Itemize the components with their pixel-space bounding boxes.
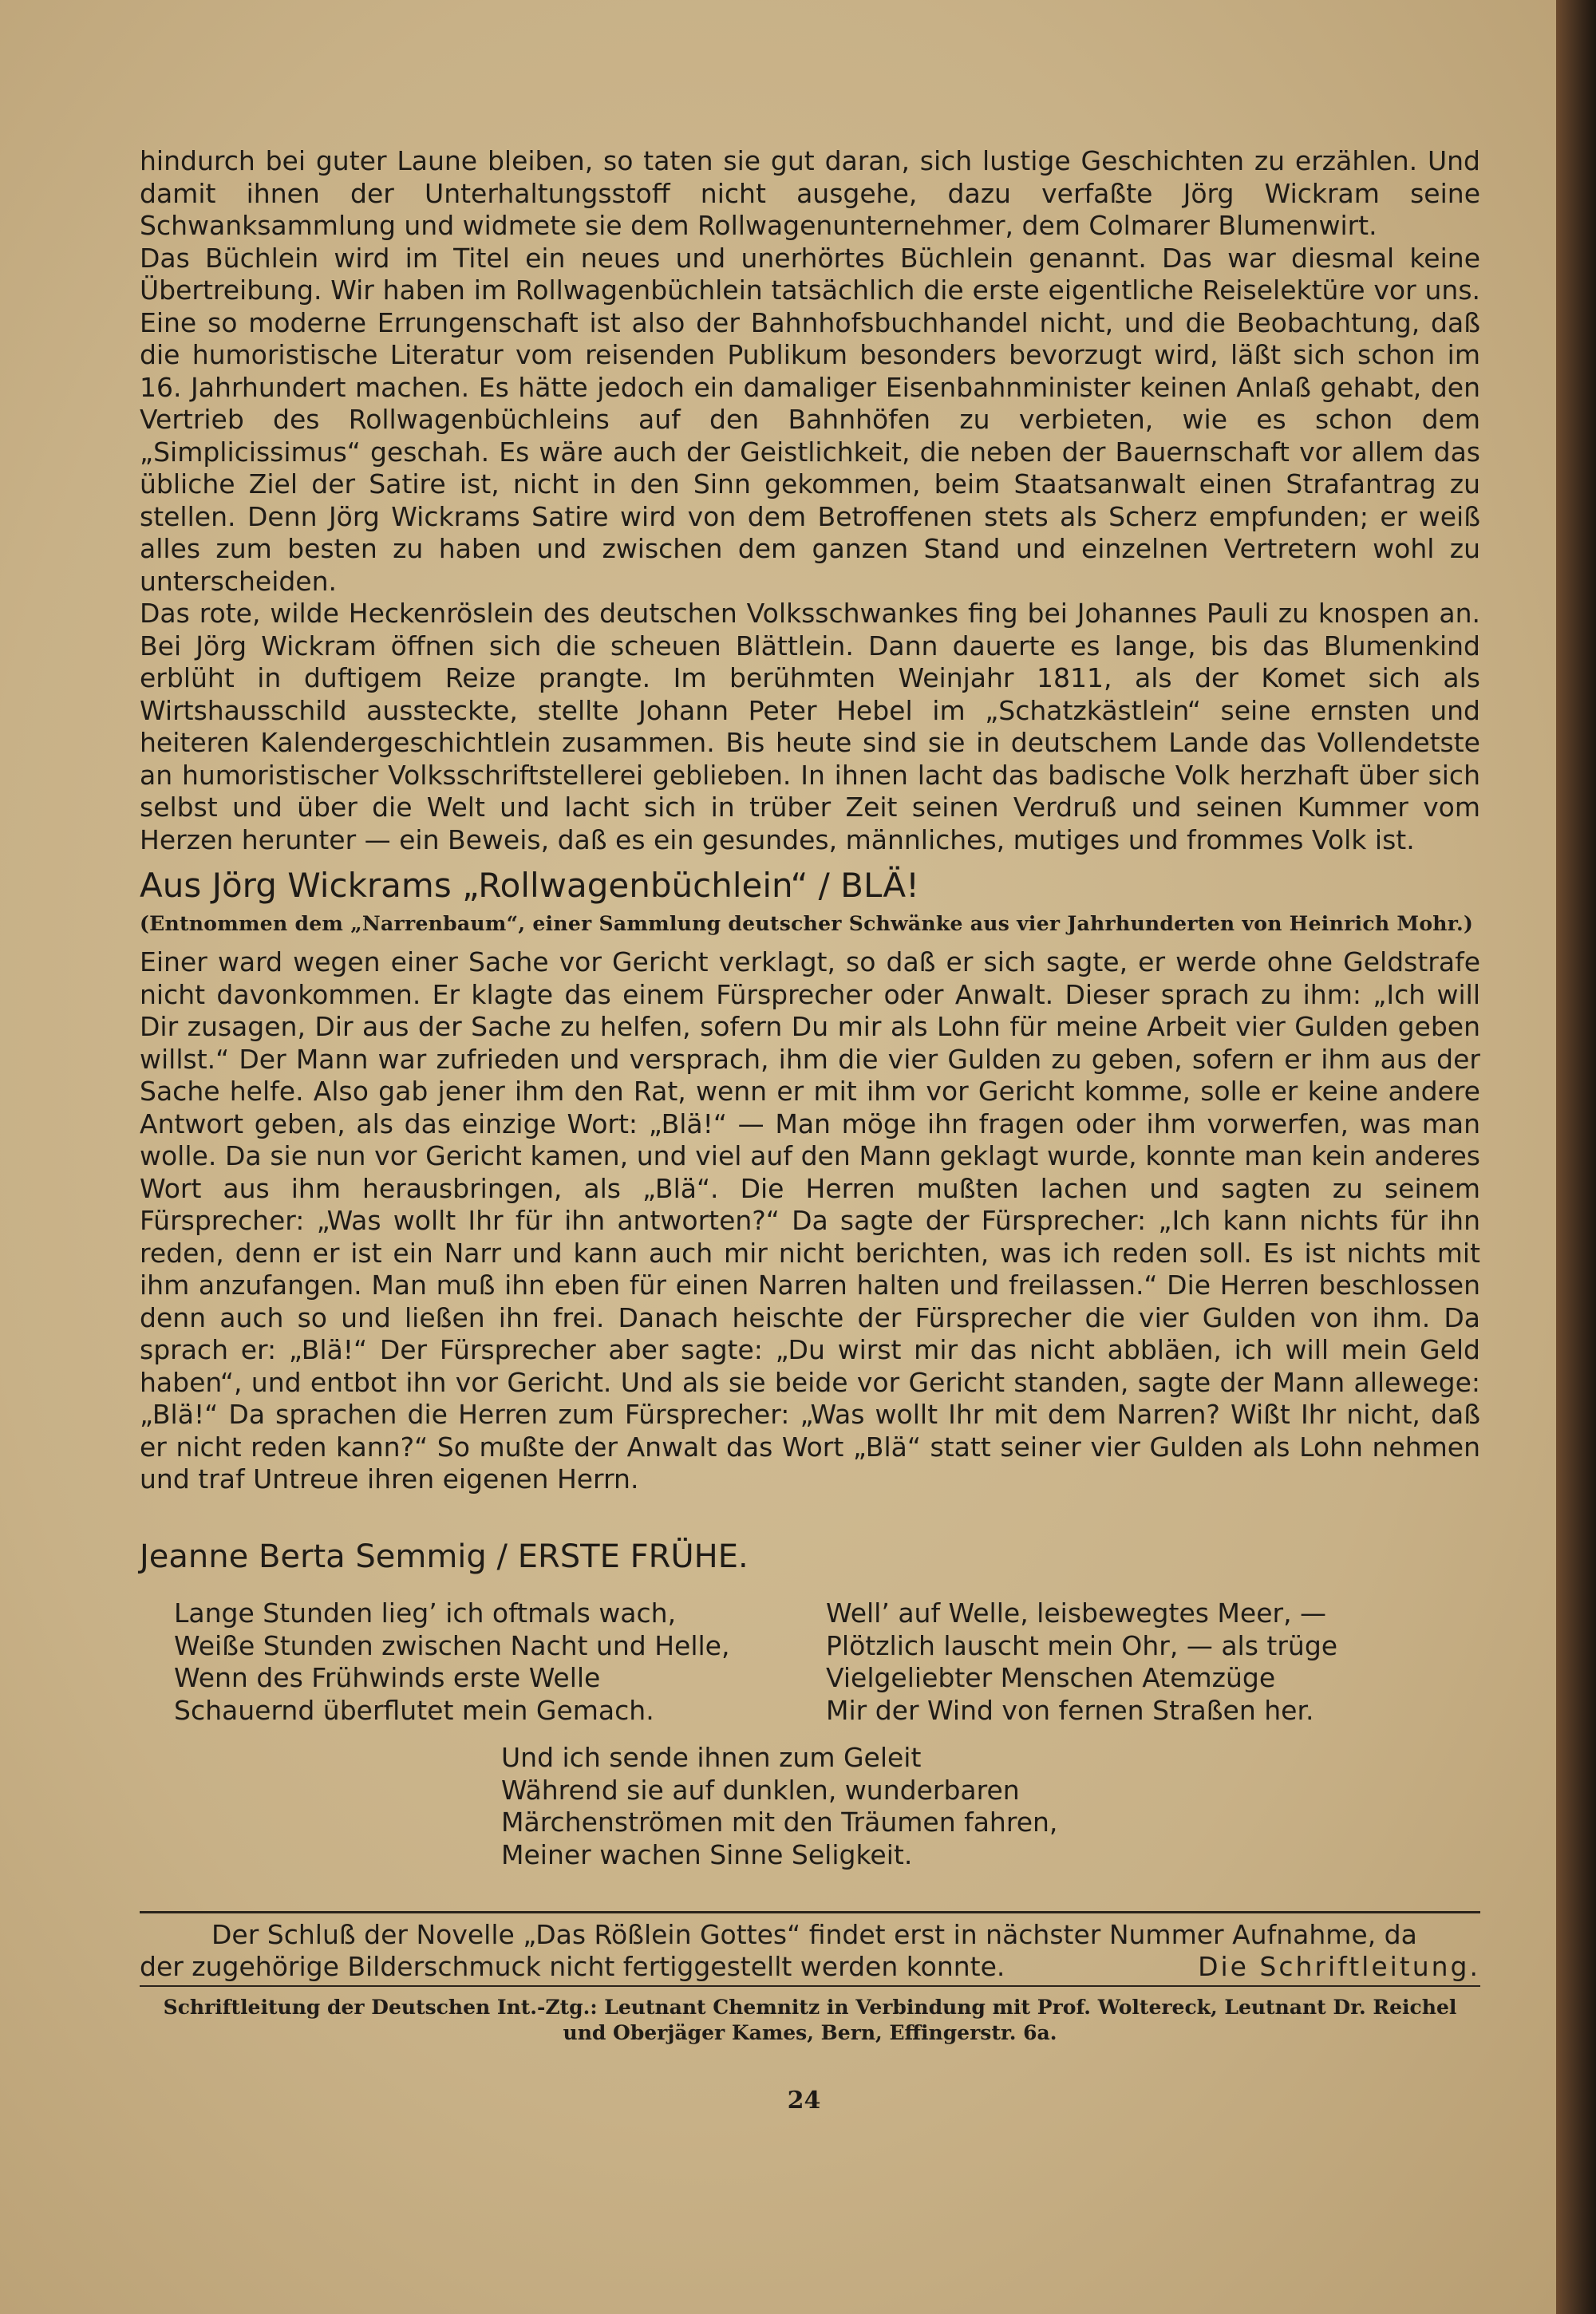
page-number: 24 xyxy=(787,2087,821,2115)
story-heading: Aus Jörg Wickrams „Rollwagenbüchlein“ / BLÄ! xyxy=(140,866,919,905)
poem-line: Mir der Wind von fernen Straßen her. xyxy=(826,1694,1314,1726)
poem-line: Schauernd überflutet mein Gemach. xyxy=(174,1694,654,1726)
editorial-credits xyxy=(140,1995,1480,2046)
poem-line: Well’ auf Welle, leisbewegtes Meer, — xyxy=(826,1597,1327,1629)
notice-line: der zugehörige Bilderschmuck nicht fertiggestellt werden konnte. xyxy=(140,1951,1005,1982)
story-text xyxy=(140,946,1480,1496)
poem-line: Und ich sende ihnen zum Geleit xyxy=(501,1742,922,1773)
poem-line: Märchenströmen mit den Träumen fahren, xyxy=(501,1807,1058,1838)
notice-line-with-signature xyxy=(140,1951,1480,1983)
editorial-notice xyxy=(140,1919,1480,1983)
poem-heading: Jeanne Berta Semmig / ERSTE FRÜHE. xyxy=(140,1538,749,1575)
poem-line: Während sie auf dunklen, wunderbaren xyxy=(501,1774,1020,1806)
book-spine-edge xyxy=(1556,0,1596,2314)
intro-paragraph: hindurch bei guter Laune bleiben, so taten sie gut daran, sich lustige Geschichten zu erzählen. Und damit ihnen der Unterhaltungsstoff nicht ausgehe, dazu verfaßte Jörg Wickram seine Schwanksammlung und widmete sie dem Rollwagenunternehmer, dem Colmarer Blumenwirt. xyxy=(140,145,1480,241)
poem-line: Lange Stunden lieg’ ich oftmals wach, xyxy=(174,1597,677,1629)
story-paragraph: Einer ward wegen einer Sache vor Gericht verklagt, so daß er sich sagte, er werde ohne Geldstrafe nicht davonkommen. Er klagte das einem Fürsprecher oder Anwalt. Dieser sprach zu ihm: „Ich will Dir zusagen, Dir aus der Sache zu helfen, sofern Du mir als Lohn für meine Arbeit vier Gulden geben willst.“ Der Mann war zufrieden und versprach, ihm die vier Gulden zu geben, sofern er ihm aus der Sache helfe. Also gab jener ihm den Rat, wenn er mit ihm vor Gericht komme, solle er keine andere Antwort geben, als das einzige Wort: „Blä!“ — Man möge ihn fragen oder ihm vorwerfen, was man wolle. Da sie nun vor Gericht kamen, und viel auf den Mann geklagt wurde, konnte man kein anderes Wort aus ihm herausbringen, als „Blä“. Die Herren mußten lachen und sagten zu seinem Fürsprecher: „Was wollt Ihr für ihn antworten?“ Da sagte der Fürsprecher: „Ich kann nichts für ihn reden, denn er ist ein Narr und kann auch mir nicht berichten, was ich reden soll. Es ist nichts mit ihm anzufangen. Man muß ihn eben für einen Narren halten und freilassen.“ Die Herren beschlossen denn auch so und ließen ihn frei. Danach heischte der Fürsprecher die vier Gulden von ihm. Da sprach er: „Blä!“ Der Fürsprecher aber sagte: „Du wirst mir das nicht abbläen, ich will mein Geld haben“, und entbot ihn vor Gericht. Und als sie beide vor Gericht standen, sagte der Mann allewege: „Blä!“ Da sprachen die Herren zum Fürsprecher: „Was wollt Ihr mit dem Narren? Wißt Ihr nicht, daß er nicht reden kann?“ So mußte der Anwalt das Wort „Blä“ statt seiner vier Gulden als Lohn nehmen und traf Untreue ihren eigenen Herrn. xyxy=(140,946,1480,1495)
poem-stanza-3 xyxy=(501,1742,1057,1871)
poem-line: Meiner wachen Sinne Seligkeit. xyxy=(501,1838,913,1870)
notice-signature: Die Schriftleitung. xyxy=(1198,1951,1480,1982)
poem-line: Wenn des Frühwinds erste Welle xyxy=(174,1662,601,1693)
poem-stanza-1 xyxy=(174,1597,729,1727)
poem-line: Vielgeliebter Menschen Atemzüge xyxy=(826,1662,1276,1693)
intro-paragraph: Das rote, wilde Heckenröslein des deutschen Volksschwankes fing bei Johannes Pauli zu knospen an. Bei Jörg Wickram öffnen sich die scheuen Blättlein. Dann dauerte es lange, bis das Blumenkind erblüht in duftigem Reize prangte. Im berühmten Weinjahr 1811, als der Komet sich als Wirtshausschild aussteckte, stellte Johann Peter Hebel im „Schatzkästlein“ seine ernsten und heiteren Kalendergeschichtlein zusammen. Bis heute sind sie in deutschem Lande das Vollendetste an humoristischer Volksschriftstellerei geblieben. In ihnen lacht das badische Volk herzhaft über sich selbst und über die Welt und lacht sich in trüber Zeit seinen Verdruß und seinen Kummer vom Herzen herunter — ein Beweis, daß es ein gesundes, männliches, mutiges und frommes Volk ist. xyxy=(140,598,1480,855)
story-source-note: (Entnommen dem „Narrenbaum“, einer Sammlung deutscher Schwänke aus vier Jahrhunderten von Heinrich Mohr.) xyxy=(140,912,1474,935)
intro-paragraph: Das Büchlein wird im Titel ein neues und unerhörtes Büchlein genannt. Das war diesmal keine Übertreibung. Wir haben im Rollwagenbüchlein tatsächlich die erste eigentliche Reiselektüre vor uns. Eine so moderne Errungenschaft ist also der Bahnhofsbuchhandel nicht, und die Beobachtung, daß die humoristische Literatur vom reisenden Publikum besonders bevorzugt wird, läßt sich schon im 16. Jahrhundert machen. Es hätte jedoch ein damaliger Eisenbahnminister keinen Anlaß gehabt, den Vertrieb des Rollwagenbüchleins auf den Bahnhöfen zu verbieten, wie es schon dem „Simplicissimus“ geschah. Es wäre auch der Geistlichkeit, die neben der Bauernschaft vor allem das übliche Ziel der Satire ist, nicht in den Sinn gekommen, beim Staatsanwalt einen Strafantrag zu stellen. Denn Jörg Wickrams Satire wird von dem Betroffenen stets als Scherz empfunden; er weiß alles zum besten zu haben und zwischen dem ganzen Stand und einzelnen Vertretern wohl zu unterscheiden. xyxy=(140,242,1480,597)
divider xyxy=(140,1985,1480,1987)
poem-line: Weiße Stunden zwischen Nacht und Helle, xyxy=(174,1629,730,1661)
credits-line: und Oberjäger Kames, Bern, Effingerstr. 6a. xyxy=(563,2021,1057,2044)
poem-stanza-2 xyxy=(826,1597,1337,1727)
intro-section xyxy=(140,145,1480,856)
credits-line: Schriftleitung der Deutschen Int.-Ztg.: Leutnant Chemnitz in Verbindung mit Prof. Woltereck, Leutnant Dr. Reichel xyxy=(163,1996,1457,2019)
notice-line: Der Schluß der Novelle „Das Rößlein Gottes“ findet erst in nächster Nummer Aufnahme, da xyxy=(211,1919,1417,1950)
divider xyxy=(140,1911,1480,1913)
poem-line: Plötzlich lauscht mein Ohr, — als trüge xyxy=(826,1629,1338,1661)
